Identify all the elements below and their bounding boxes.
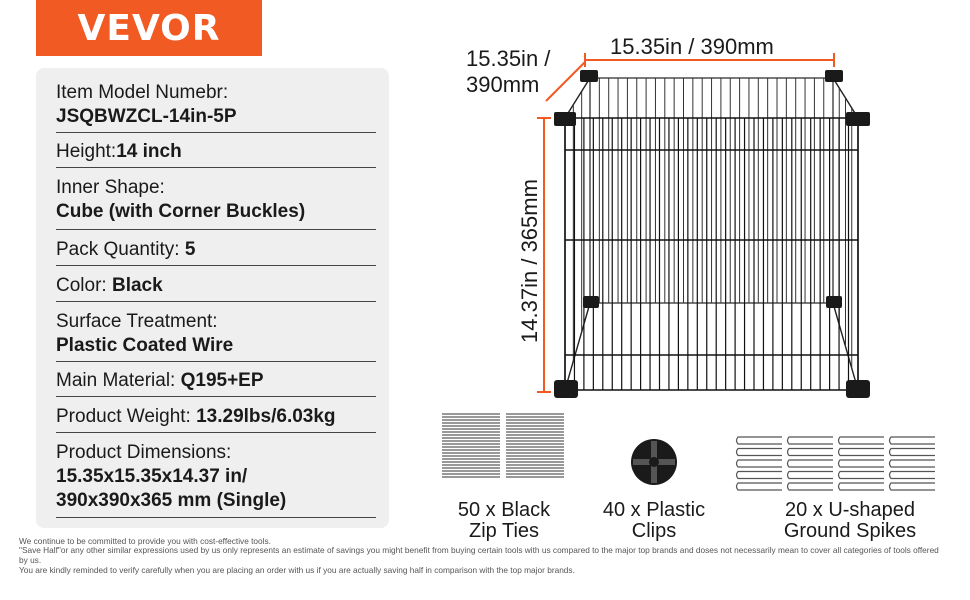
spec-label: Product Dimensions:	[56, 442, 232, 463]
spec-value: Q195+EP	[180, 370, 264, 391]
plastic-clip-icon	[629, 437, 679, 487]
height-dimension-label: 14.37in / 365mm	[517, 179, 542, 343]
spec-value: Cube (with Corner Buckles)	[56, 201, 306, 222]
footnote-2: "Save Half"or any other similar expressions used by us only represents an estimate of savings you might benefit from buying certain tools with us compared to the major top brands and doses not necessarily mean to cover all categories of tools offered by us.	[19, 545, 939, 565]
footnote-1: We continue to be committed to provide you with cost-effective tools.	[19, 536, 271, 546]
ground-spike	[788, 449, 834, 456]
width-dimension-label: 15.35in / 390mm	[610, 34, 774, 59]
spec-value: Plastic Coated Wire	[56, 335, 234, 356]
ground-spike	[788, 472, 834, 479]
ground-spike	[839, 483, 885, 490]
accessory-line: Ground Spikes	[783, 520, 917, 542]
ground-spike	[737, 449, 783, 456]
spec-value: JSQBWZCL-14in-5P	[56, 106, 237, 127]
spec-value: 5	[184, 239, 196, 260]
ground-spike	[890, 437, 936, 444]
ground-spike	[839, 472, 885, 479]
spec-label: Item Model Numebr:	[56, 82, 229, 103]
footnote-3: You are kindly reminded to verify carefully when you are placing an order with us if you are actually saving half in comparison with the top major brands.	[19, 565, 575, 575]
ground-spike	[737, 460, 783, 467]
ground-spike	[737, 483, 783, 490]
spec-value: 15.35x15.35x14.37 in/	[56, 466, 248, 487]
depth-dimension-label-1: 15.35in /	[466, 46, 551, 71]
spec-label: Color:	[56, 275, 112, 296]
ground-spike	[890, 472, 936, 479]
accessory-line: 50 x Black	[457, 499, 551, 521]
spec-label: Pack Quantity:	[56, 239, 185, 260]
spec-value: Black	[111, 275, 163, 296]
ground-spike	[788, 460, 834, 467]
accessory-line: 40 x Plastic	[602, 499, 706, 521]
accessory-line: 20 x U-shaped	[784, 499, 916, 521]
spec-label: Product Weight:	[56, 406, 197, 427]
accessory-line: Clips	[631, 520, 677, 542]
zip-ties-icon	[440, 412, 568, 480]
ground-spike	[890, 460, 936, 467]
ground-spike	[839, 460, 885, 467]
accessory-clips-label	[590, 500, 718, 542]
ground-spikes-icon	[733, 434, 939, 494]
spec-value: 13.29lbs/6.03kg	[196, 406, 336, 427]
depth-dimension-label-2: 390mm	[466, 72, 540, 97]
spec-label: Inner Shape:	[56, 177, 165, 198]
spec-dimensions	[56, 436, 376, 518]
brand-logo: VEVOR	[36, 0, 262, 56]
ground-spike	[788, 437, 834, 444]
accessory-line: Zip Ties	[468, 520, 540, 542]
ground-spike	[737, 437, 783, 444]
spec-label: Height:	[56, 141, 117, 162]
ground-spike	[890, 449, 936, 456]
spec-label: Surface Treatment:	[56, 311, 218, 332]
spec-label: Main Material:	[56, 370, 181, 391]
accessory-zip-ties-label	[440, 500, 568, 542]
ground-spike	[890, 483, 936, 490]
ground-spike	[737, 472, 783, 479]
spec-value: 14 inch	[116, 141, 182, 162]
ground-spike	[839, 437, 885, 444]
accessory-spikes-label	[760, 500, 940, 542]
ground-spike	[788, 483, 834, 490]
spec-value-secondary: 390x390x365 mm (Single)	[56, 490, 287, 511]
ground-spike	[839, 449, 885, 456]
